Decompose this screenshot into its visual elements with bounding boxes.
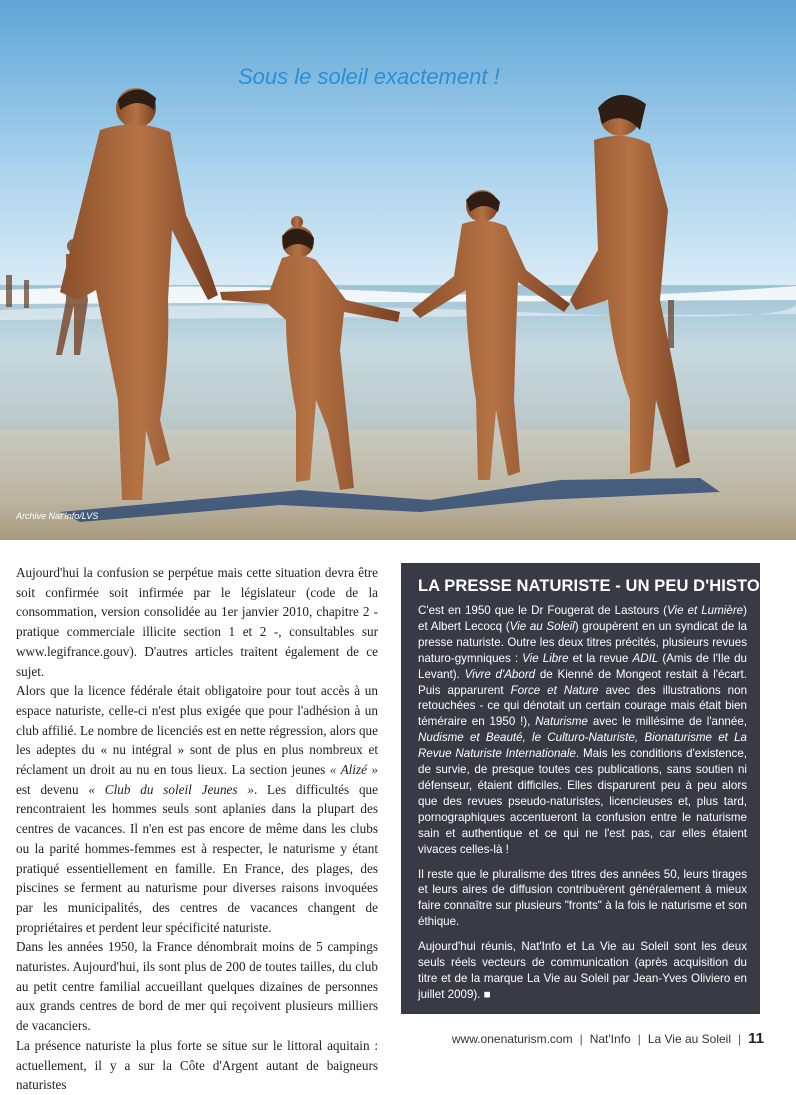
footer-website: www.onenaturism.com: [451, 1032, 573, 1046]
sidebar-title: LA PRESSE NATURISTE - UN PEU D'HISTOIRE: [418, 577, 788, 595]
title-adil: ADIL: [632, 651, 659, 665]
article-paragraph-1: Aujourd'hui la confusion se perpétue mais cette situation devra être soit confirmée soit infirmée par le législateur (code de la consommation, version consolidée au 1er janvier 2010, chapitre 2 - pratique commerciale illicite section 1 et 2 -, consultables sur www.legifrance.gouv). D'autres articles traitent également de ce sujet.: [16, 565, 378, 679]
footer-separator: |: [579, 1032, 583, 1046]
sidebar-text: et la revue: [568, 651, 633, 665]
article-paragraph-2-text-a: Alors que la licence fédérale était obligatoire pour tout accès à un espace naturiste, celle-ci n'est plus exigée que pour l'adhésion à un club affilié. Le nombre de licenciés est en nette régression, alors que les adeptes du « nu intégral » sont de plus en plus nombreux et réclament un droit au nu en tous lieux. La section jeunes: [16, 683, 378, 778]
footer-separator: |: [637, 1032, 641, 1046]
title-vie-au-soleil: Vie au Soleil: [509, 619, 575, 633]
title-vivre-d-abord: Vivre d'Abord: [464, 667, 536, 681]
sidebar-text: (Amis de l'Ile du Levant).: [418, 651, 747, 681]
sidebar-paragraph-3: Aujourd'hui réunis, Nat'Info et La Vie au Soleil sont les deux seuls réels vecteurs de communication (après acquisition du titre et de la marque La Vie au Soleil par Jean-Yves Oliviero en juillet 2009). ■: [418, 940, 747, 1001]
title-vie-libre: Vie Libre: [522, 651, 569, 665]
footer-magazine: La Vie au Soleil: [647, 1032, 732, 1046]
title-nudisme-et-beaute: Nudisme et Beauté, le Culturo-Naturiste, Bionaturisme et La Revue Naturiste Internationale: [418, 731, 747, 761]
photo-headline: Sous le soleil exactement !: [238, 64, 500, 89]
page-number: 11: [748, 1030, 764, 1047]
photo-credit: Archive Nat'Info/LVS: [16, 511, 99, 521]
beach-photo: [0, 0, 796, 540]
sidebar-paragraph-2: Il reste que le pluralisme des titres des années 50, leurs tirages et leurs aires de diffusion contribuèrent généralement à mieux faire connaître sur plusieurs "fronts" à la fois le naturisme et son éthique.: [418, 867, 747, 929]
sidebar-text: C'est en 1950 que le Dr Fougerat de Lastours (: [418, 604, 668, 617]
section-alize: « Alizé »: [329, 762, 378, 778]
page-footer: [452, 1030, 764, 1047]
article-paragraph-2: [16, 681, 378, 937]
title-naturisme: Naturisme: [535, 715, 589, 729]
sidebar-paragraph-1: [418, 603, 747, 858]
sidebar-text: . Mais les conditions d'existence, de survie, de presque toutes ces publications, sans soutien ni défenseur, étaient difficiles. Elles disparurent peu à peu alors que des revues pseudo-naturistes, licencieuses et, plus tard, pornographiques accentueront la confusion entre le naturisme sain et authentique et ce qui ne l'est pas, car elles étaient vivaces celles-là !: [418, 747, 747, 856]
history-sidebar: [401, 563, 788, 1014]
article-paragraph-2-text-b: est devenu: [16, 781, 89, 797]
sidebar-text: avec des illustrations non retouchées - ce qui dénotait un certain courage mais était bien téméraire en 1950 !),: [418, 683, 748, 729]
footer-natinfo: Nat'Info: [589, 1032, 631, 1046]
footer-separator: |: [738, 1032, 742, 1046]
sidebar-text: ) groupèrent en un syndicat de la presse naturiste. Outre les deux titres précités, plusieurs revues naturo-gymniques :: [418, 619, 747, 665]
sidebar-text: ) et Albert Lecocq (: [418, 604, 748, 633]
sidebar-text: avec le millésime de l'année,: [588, 715, 747, 729]
title-force-et-nature: Force et Nature: [510, 683, 599, 697]
article-paragraph-2-text-c: . Les difficultés que rencontraient les hommes seuls sont aplanies dans la plupart des centres de vacances. Il n'en est pas encore de même dans les clubs ou la parité hommes-femmes est à respecter, le naturisme y étant pratiqué essentiellement en famille. En France, des plages, des piscines se ferment au naturisme pour diverses raisons invoquées par les municipalités, des centres de vacances changent de propriétaires et perdent leur spécificité naturiste.: [16, 781, 378, 935]
sidebar-text: de Kienné de Mongeot restait à l'écart. Puis apparurent: [418, 667, 747, 697]
club-soleil-jeunes: « Club du soleil Jeunes »: [88, 781, 254, 797]
article-column: [16, 563, 378, 1095]
article-paragraph-4: La présence naturiste la plus forte se situe sur le littoral aquitain : actuellement, il y a sur la Côte d'Argent autant de baigneurs naturistes: [16, 1037, 378, 1093]
title-vie-et-lumiere: Vie et Lumière: [667, 604, 744, 617]
article-paragraph-3: Dans les années 1950, la France dénombrait moins de 5 campings naturistes. Aujourd'hui, ils sont plus de 200 de toutes tailles, du club au petit centre familial accueillant quelques dizaines de personnes aux grands centres de bord de mer qui reçoivent plusieurs milliers de vacanciers.: [16, 939, 378, 1034]
